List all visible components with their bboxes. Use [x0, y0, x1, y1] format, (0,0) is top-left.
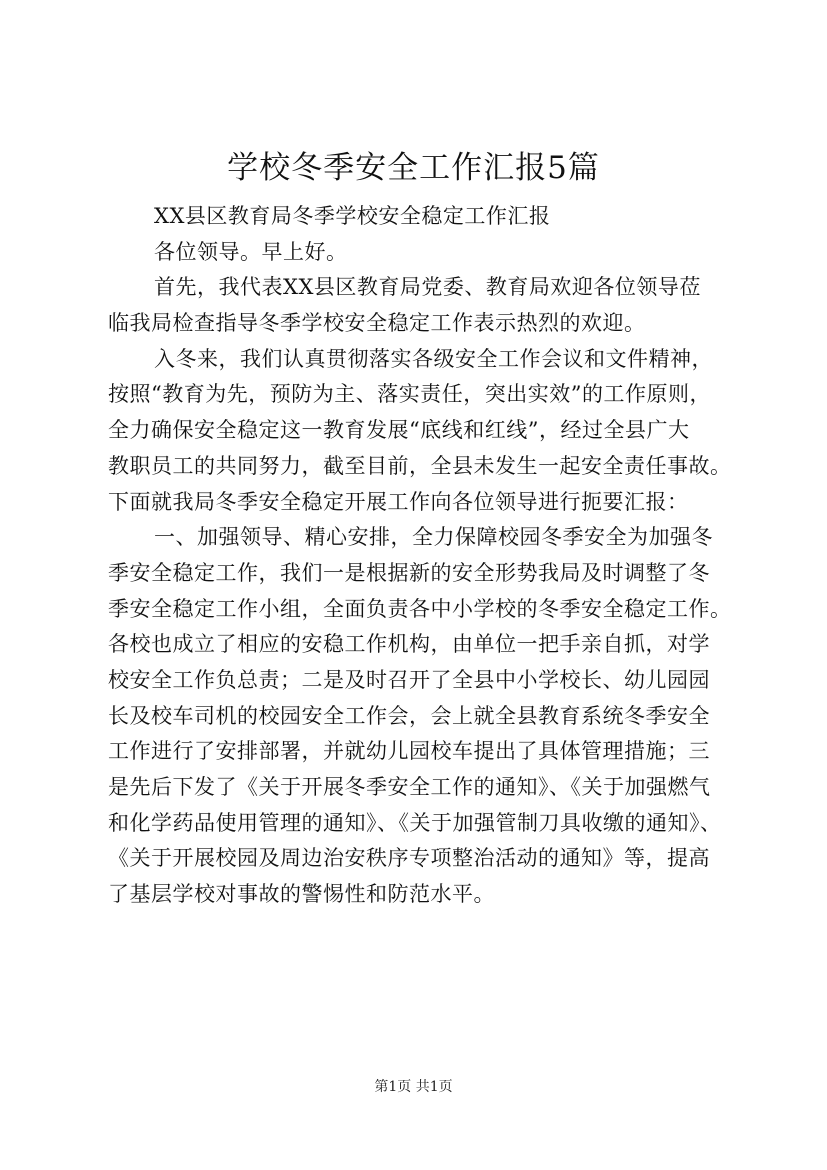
- paragraph-line: 了基层学校对事故的警惕性和防范水平。: [108, 882, 495, 907]
- paragraph-line: 一、加强领导、精心安排，全力保障校园冬季安全为加强冬: [154, 525, 713, 550]
- paragraph-line: 全力确保安全稳定这一教育发展“底线和红线”，经过全县广大: [108, 418, 690, 443]
- paragraph-line: 和化学药品使用管理的通知》、《关于加强管制刀具收缴的通知》、: [108, 810, 722, 835]
- paragraph-line: 首先，我代表XX县区教育局党委、教育局欢迎各位领导莅: [154, 275, 701, 300]
- paragraph-line: 各校也成立了相应的安稳工作机构，由单位一把手亲自抓，对学: [108, 632, 710, 657]
- paragraph-line: 临我局检查指导冬季学校安全稳定工作表示热烈的欢迎。: [108, 311, 646, 336]
- paragraph-line: 《关于开展校园及周边治安秩序专项整治活动的通知》等，提高: [108, 846, 710, 871]
- paragraph-line: XX县区教育局冬季学校安全稳定工作汇报: [154, 204, 551, 228]
- paragraph-line: 下面就我局冬季安全稳定开展工作向各位领导进行扼要汇报：: [108, 489, 689, 514]
- paragraph-line: 季安全稳定工作小组，全面负责各中小学校的冬季安全稳定工作。: [108, 596, 732, 621]
- paragraph-line: 是先后下发了《关于开展冬季安全工作的通知》、《关于加强燃气: [108, 775, 711, 799]
- paragraph-line: 长及校车司机的校园安全工作会，会上就全县教育系统冬季安全: [108, 703, 710, 728]
- document-title: 学校冬季安全工作汇报5篇: [227, 150, 600, 186]
- paragraph-line: 季安全稳定工作，我们一是根据新的安全形势我局及时调整了冬: [108, 560, 710, 585]
- paragraph-line: 按照“教育为先，预防为主、落实责任，突出实效”的工作原则，: [108, 382, 711, 407]
- document-body: [108, 199, 748, 913]
- paragraph-line: 校安全工作负总责；二是及时召开了全县中小学校长、幼儿园园: [108, 667, 710, 692]
- paragraph-line: 教职员工的共同努力，截至目前，全县未发生一起安全责任事故。: [108, 453, 732, 478]
- paragraph-line: 工作进行了安排部署，并就幼儿园校车提出了具体管理措施；三: [108, 739, 710, 764]
- paragraph-line: 入冬来，我们认真贯彻落实各级安全工作会议和文件精神，: [154, 346, 713, 371]
- paragraph-line: 各位领导。早上好。: [154, 239, 348, 264]
- page-number-footer: 第1页 共1页: [374, 1079, 453, 1095]
